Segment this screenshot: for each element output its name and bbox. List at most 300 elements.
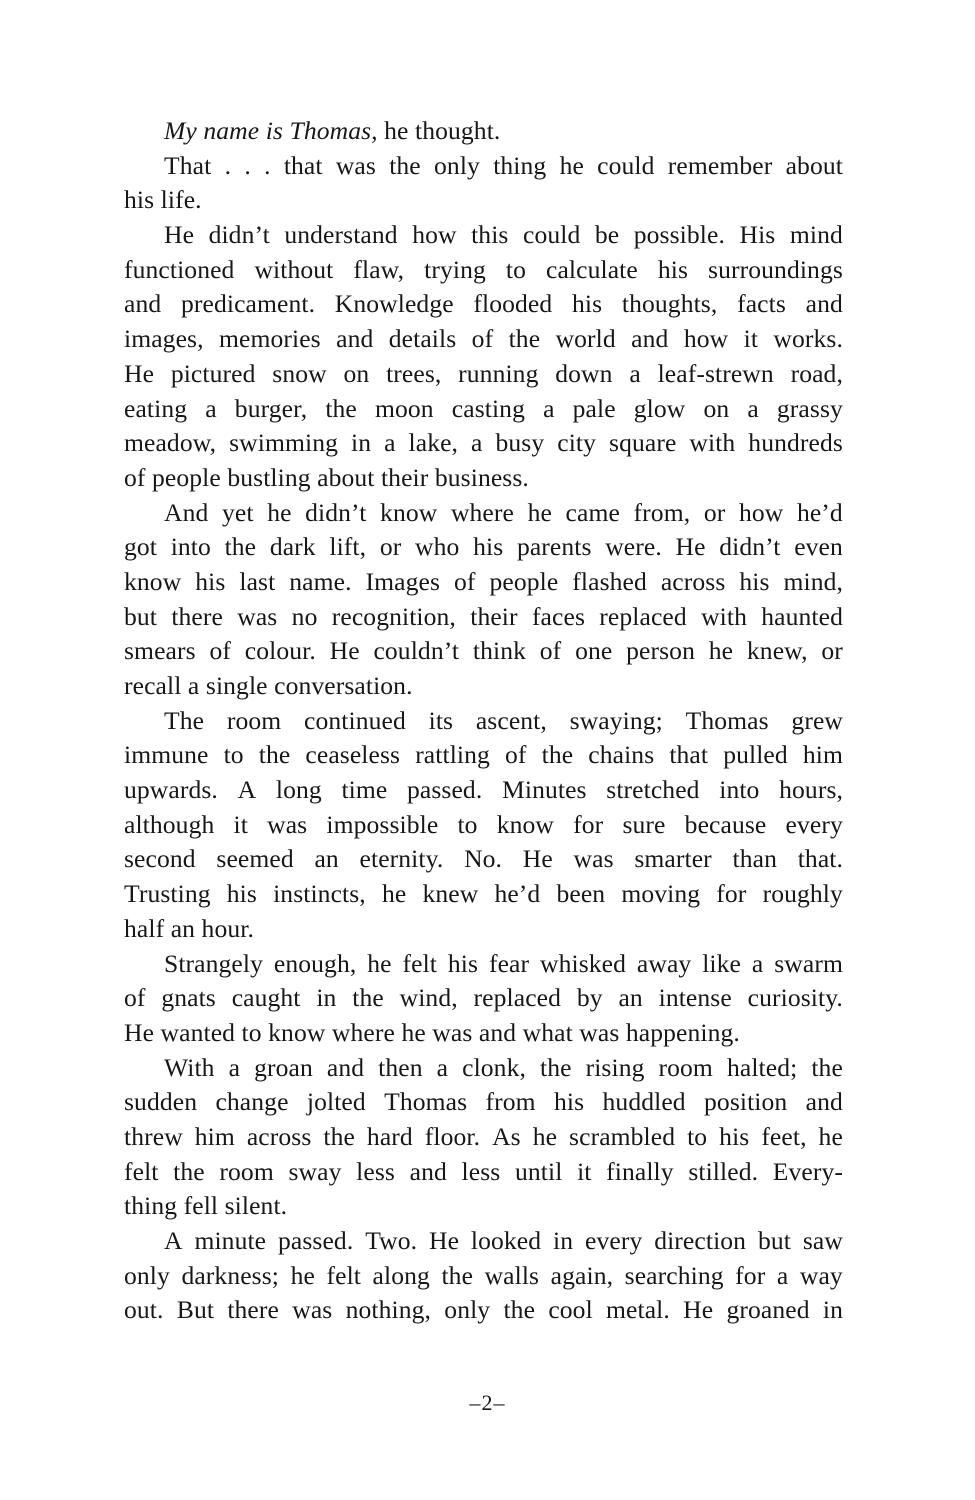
word: along bbox=[372, 1260, 430, 1290]
word: groaned bbox=[726, 1295, 810, 1325]
word: works. bbox=[773, 324, 843, 354]
word: searching bbox=[624, 1260, 724, 1290]
word: snow bbox=[272, 358, 327, 388]
text-line bbox=[164, 1224, 843, 1259]
word: until bbox=[514, 1156, 563, 1186]
word: minute bbox=[194, 1226, 267, 1255]
word: the bbox=[352, 983, 384, 1013]
word: came bbox=[565, 497, 620, 527]
text-line: half an hour. bbox=[124, 913, 254, 943]
word: casting bbox=[451, 393, 525, 423]
word: of bbox=[539, 636, 562, 666]
word: out. bbox=[124, 1295, 164, 1325]
word: a bbox=[228, 1052, 241, 1082]
word: glow bbox=[633, 393, 686, 423]
paragraph bbox=[124, 114, 843, 149]
word: lake, bbox=[408, 428, 459, 458]
word: hours, bbox=[779, 775, 843, 805]
italic-phrase: My name is Thomas, bbox=[164, 116, 378, 145]
word: how bbox=[683, 324, 729, 354]
word: pale bbox=[572, 393, 616, 423]
word: couldn’t bbox=[373, 636, 460, 666]
word: a bbox=[471, 428, 483, 458]
word: without bbox=[254, 254, 334, 284]
word: the bbox=[541, 740, 574, 770]
word: didn’t bbox=[719, 532, 781, 562]
word: change bbox=[215, 1087, 289, 1117]
word: thing bbox=[493, 150, 547, 180]
word: again, bbox=[550, 1260, 614, 1290]
word: from, bbox=[633, 497, 691, 527]
word: the bbox=[540, 1052, 572, 1082]
word: the bbox=[323, 1121, 355, 1151]
text-line bbox=[124, 392, 843, 427]
word: swaying; bbox=[569, 705, 663, 735]
word: every bbox=[585, 1226, 643, 1255]
word: his bbox=[226, 879, 257, 909]
word: groan bbox=[254, 1052, 313, 1082]
word: A bbox=[237, 775, 257, 805]
word: immune bbox=[124, 740, 209, 770]
word: surroundings bbox=[708, 254, 843, 284]
text-line bbox=[124, 600, 843, 635]
word: like bbox=[702, 948, 741, 978]
word: pulled bbox=[723, 740, 788, 770]
word: a bbox=[776, 1260, 789, 1290]
word: and bbox=[124, 289, 162, 319]
word: predicament. bbox=[180, 289, 316, 319]
text-line bbox=[124, 877, 843, 912]
word: this bbox=[471, 220, 509, 250]
word: thoughts, bbox=[621, 289, 718, 319]
word: His bbox=[739, 220, 776, 250]
word: sure bbox=[622, 809, 666, 839]
word: him bbox=[194, 1121, 235, 1151]
word: room bbox=[226, 705, 282, 735]
word: an bbox=[618, 983, 643, 1013]
word: . bbox=[224, 150, 232, 180]
text-line bbox=[124, 842, 843, 877]
word: He bbox=[124, 358, 155, 388]
word: He bbox=[429, 1226, 460, 1255]
word: flooded bbox=[473, 289, 553, 319]
word: the bbox=[441, 1260, 474, 1290]
word: to bbox=[505, 254, 526, 284]
text-line bbox=[124, 287, 843, 322]
paragraph bbox=[124, 704, 843, 947]
word: the bbox=[325, 393, 357, 423]
paragraph bbox=[124, 218, 843, 496]
word: or bbox=[821, 636, 843, 666]
text-line bbox=[124, 981, 843, 1016]
word: swarm bbox=[774, 948, 843, 978]
word: he bbox=[708, 636, 734, 666]
word: their bbox=[470, 601, 518, 631]
word: and bbox=[631, 324, 669, 354]
word: it bbox=[577, 1156, 592, 1186]
word: time bbox=[341, 775, 388, 805]
word: wind, bbox=[399, 983, 458, 1013]
text-line: thing fell silent. bbox=[124, 1191, 288, 1221]
word: Two. bbox=[365, 1226, 418, 1255]
paragraph bbox=[124, 1224, 843, 1328]
word: running bbox=[458, 358, 539, 388]
word: one bbox=[575, 636, 613, 666]
word: of bbox=[209, 636, 231, 666]
word: roughly bbox=[762, 879, 843, 909]
word: he’d bbox=[796, 497, 843, 527]
word: be bbox=[594, 220, 620, 250]
word: But bbox=[176, 1295, 215, 1325]
word: could bbox=[523, 220, 581, 250]
word: Every- bbox=[772, 1156, 843, 1186]
word: less bbox=[461, 1156, 501, 1186]
word: that. bbox=[797, 844, 843, 874]
word: busy bbox=[495, 428, 545, 458]
word: scrambled bbox=[569, 1121, 676, 1151]
word: feet, bbox=[761, 1121, 807, 1151]
word: was bbox=[267, 809, 308, 839]
word: were. bbox=[605, 532, 662, 562]
word: He bbox=[683, 1295, 714, 1325]
word: for bbox=[573, 809, 604, 839]
word: swimming bbox=[229, 428, 338, 458]
word: As bbox=[492, 1121, 521, 1151]
word: a bbox=[747, 393, 759, 423]
word: the bbox=[811, 1052, 843, 1082]
paragraph bbox=[124, 496, 843, 704]
word: no bbox=[291, 601, 318, 631]
word: his bbox=[572, 289, 603, 319]
word: a bbox=[205, 393, 217, 423]
word: of bbox=[454, 566, 476, 596]
word: Thomas bbox=[384, 1087, 468, 1117]
text-line: his life. bbox=[124, 185, 202, 215]
word: Images bbox=[365, 566, 441, 596]
word: than bbox=[732, 844, 777, 874]
word: only bbox=[124, 1260, 170, 1290]
paragraph bbox=[124, 1051, 843, 1224]
word: sway bbox=[288, 1156, 342, 1186]
text-line bbox=[124, 530, 843, 565]
word: grassy bbox=[776, 393, 843, 423]
word: mind, bbox=[783, 566, 843, 596]
word: could bbox=[597, 150, 655, 180]
word: lift, bbox=[329, 532, 367, 562]
word: a bbox=[384, 428, 396, 458]
word: ceaseless bbox=[305, 740, 401, 770]
text-line bbox=[124, 738, 843, 773]
word: him bbox=[802, 740, 843, 770]
word: the bbox=[503, 1295, 536, 1325]
word: cool bbox=[548, 1295, 593, 1325]
word: from bbox=[485, 1087, 536, 1117]
text-line bbox=[124, 357, 843, 392]
word: a bbox=[751, 948, 764, 978]
word: functioned bbox=[124, 254, 235, 284]
word: second bbox=[124, 844, 196, 874]
word: hundreds bbox=[748, 428, 843, 458]
word: replaced bbox=[599, 601, 687, 631]
text-line bbox=[164, 1051, 843, 1086]
word: into bbox=[719, 775, 760, 805]
word: he bbox=[527, 497, 552, 527]
word: eternity. bbox=[359, 844, 444, 874]
word: ascent, bbox=[475, 705, 547, 735]
text-line bbox=[124, 808, 843, 843]
word: because bbox=[684, 809, 767, 839]
word: replaced bbox=[473, 983, 562, 1013]
word: knew, bbox=[746, 636, 808, 666]
word: to bbox=[223, 740, 244, 770]
word: gnats bbox=[161, 983, 216, 1013]
word: felt bbox=[402, 948, 437, 978]
word: his bbox=[473, 532, 504, 562]
word: understand bbox=[284, 220, 398, 250]
word: The bbox=[164, 705, 205, 735]
word: eating bbox=[124, 393, 188, 423]
word: trying bbox=[424, 254, 486, 284]
word: continued bbox=[304, 705, 406, 735]
word: he bbox=[818, 1121, 843, 1151]
word: rising bbox=[585, 1052, 645, 1082]
word: the bbox=[173, 1156, 205, 1186]
word: flashed bbox=[572, 566, 647, 596]
word: burger, bbox=[234, 393, 308, 423]
word: in bbox=[316, 983, 337, 1013]
word: but bbox=[124, 601, 158, 631]
word: yet bbox=[222, 497, 254, 527]
word: he bbox=[290, 1260, 315, 1290]
word: possible. bbox=[633, 220, 725, 250]
word: And bbox=[164, 497, 209, 527]
word: trees, bbox=[386, 358, 442, 388]
word: haunted bbox=[761, 601, 843, 631]
word: he’d bbox=[494, 879, 541, 909]
text-line bbox=[124, 1259, 843, 1294]
word: Knowledge bbox=[334, 289, 454, 319]
word: that bbox=[283, 150, 323, 180]
word: his bbox=[719, 1121, 750, 1151]
word: away bbox=[636, 948, 692, 978]
word: knew bbox=[422, 879, 479, 909]
word: but bbox=[757, 1226, 791, 1255]
text-line bbox=[124, 1085, 843, 1120]
word: about bbox=[785, 150, 843, 180]
word: rattling bbox=[415, 740, 490, 770]
word: or bbox=[703, 497, 726, 527]
word: world bbox=[555, 324, 616, 354]
word: hard bbox=[366, 1121, 413, 1151]
word: impossible bbox=[326, 809, 439, 839]
word: who bbox=[415, 532, 460, 562]
text-line bbox=[124, 426, 843, 461]
word: that bbox=[669, 740, 709, 770]
word: was bbox=[573, 844, 614, 874]
word: name. bbox=[289, 566, 352, 596]
text-line bbox=[124, 634, 843, 669]
word: Trusting bbox=[124, 879, 211, 909]
word: room bbox=[219, 1156, 274, 1186]
word: threw bbox=[124, 1121, 183, 1151]
page-number-folio: –2– bbox=[469, 1390, 506, 1415]
word: Thomas bbox=[685, 705, 769, 735]
word: people bbox=[489, 566, 559, 596]
word: in bbox=[350, 428, 372, 458]
word: halted; bbox=[726, 1052, 798, 1082]
word: there bbox=[171, 601, 223, 631]
text-line bbox=[124, 1120, 843, 1155]
text-line bbox=[164, 947, 843, 982]
word: he bbox=[559, 150, 584, 180]
word: upwards. bbox=[124, 775, 218, 805]
text-line: of people bustling about their business. bbox=[124, 462, 529, 492]
word: way bbox=[799, 1260, 843, 1290]
word: it bbox=[743, 324, 759, 354]
word: That bbox=[164, 150, 212, 180]
word: recognition, bbox=[331, 601, 456, 631]
word: He bbox=[675, 532, 706, 562]
word: for bbox=[716, 879, 747, 909]
text-line: recall a single conversation. bbox=[124, 671, 413, 700]
word: with bbox=[689, 428, 736, 458]
word: square bbox=[609, 428, 677, 458]
word: direction bbox=[654, 1226, 747, 1255]
text-line bbox=[164, 149, 843, 184]
word: long bbox=[275, 775, 322, 805]
word: was bbox=[292, 1295, 333, 1325]
word: chains bbox=[588, 740, 655, 770]
word: dark bbox=[269, 532, 316, 562]
word: room bbox=[658, 1052, 713, 1082]
word: been bbox=[556, 879, 606, 909]
word: faces bbox=[531, 601, 585, 631]
word: seemed bbox=[216, 844, 294, 874]
word: although bbox=[124, 809, 215, 839]
word: Minutes bbox=[502, 775, 587, 805]
word: fear bbox=[488, 948, 530, 978]
word: position bbox=[704, 1087, 788, 1117]
word: in bbox=[822, 1295, 843, 1325]
word: how bbox=[738, 497, 784, 527]
word: the bbox=[508, 324, 541, 354]
word: know bbox=[380, 497, 438, 527]
word: intense bbox=[658, 983, 732, 1013]
word: curiosity. bbox=[747, 983, 843, 1013]
text-line bbox=[124, 773, 843, 808]
word: road, bbox=[790, 358, 843, 388]
word: with bbox=[701, 601, 747, 631]
word: parents bbox=[516, 532, 592, 562]
word: felt bbox=[326, 1260, 361, 1290]
word: nothing, bbox=[345, 1295, 432, 1325]
word: an bbox=[314, 844, 339, 874]
word: and bbox=[805, 289, 843, 319]
word: even bbox=[794, 532, 843, 562]
word: saw bbox=[802, 1226, 843, 1255]
word: by bbox=[576, 983, 603, 1013]
word: and bbox=[409, 1156, 447, 1186]
text-line bbox=[164, 496, 843, 531]
word: grew bbox=[791, 705, 843, 735]
word: of bbox=[124, 983, 146, 1013]
word: meadow, bbox=[124, 428, 217, 458]
word: he bbox=[367, 948, 392, 978]
word: calculate bbox=[546, 254, 638, 284]
word: No. bbox=[464, 844, 503, 874]
text-line: He wanted to know where he was and what was happening. bbox=[124, 1017, 740, 1047]
text-line bbox=[164, 704, 843, 739]
word: stilled. bbox=[688, 1156, 759, 1186]
word: He bbox=[164, 220, 195, 250]
word: it bbox=[233, 809, 248, 839]
word: to bbox=[457, 809, 478, 839]
word: the bbox=[389, 150, 421, 180]
text-line bbox=[124, 1155, 843, 1190]
word: colour. bbox=[244, 636, 316, 666]
word: city bbox=[557, 428, 597, 458]
word: the bbox=[224, 532, 257, 562]
word: flaw, bbox=[353, 254, 405, 284]
word: moving bbox=[621, 879, 701, 909]
word: A bbox=[164, 1226, 183, 1255]
word: moon bbox=[374, 393, 434, 423]
word: metal. bbox=[606, 1295, 670, 1325]
word: he bbox=[267, 497, 292, 527]
word: a bbox=[436, 1052, 449, 1082]
word: sudden bbox=[124, 1087, 198, 1117]
word: where bbox=[450, 497, 514, 527]
word: his bbox=[657, 254, 689, 284]
word: was bbox=[237, 601, 278, 631]
word: He bbox=[329, 636, 360, 666]
word: person bbox=[626, 636, 695, 666]
word: every bbox=[785, 809, 843, 839]
text-line bbox=[124, 1293, 843, 1328]
text-line bbox=[124, 253, 843, 288]
word: passed. bbox=[407, 775, 483, 805]
word: his bbox=[447, 948, 479, 978]
word: darkness; bbox=[181, 1260, 280, 1290]
paragraph bbox=[124, 149, 843, 218]
word: his bbox=[554, 1087, 585, 1117]
word: in bbox=[553, 1226, 574, 1255]
word: He bbox=[522, 844, 553, 874]
word: whisked bbox=[540, 948, 627, 978]
word: a bbox=[543, 393, 555, 423]
text-line bbox=[164, 218, 843, 253]
word: mind bbox=[789, 220, 843, 250]
word: got bbox=[124, 532, 158, 562]
word: only bbox=[444, 1295, 491, 1325]
word: caught bbox=[231, 983, 301, 1013]
word: felt bbox=[124, 1156, 159, 1186]
word: finally bbox=[606, 1156, 674, 1186]
word: instincts, bbox=[273, 879, 366, 909]
word: there bbox=[227, 1295, 279, 1325]
word: its bbox=[428, 705, 454, 735]
word: and bbox=[326, 1052, 365, 1082]
word: pictured bbox=[170, 358, 256, 388]
word: how bbox=[412, 220, 457, 250]
word: he bbox=[381, 879, 407, 909]
word: smears bbox=[124, 636, 196, 666]
word: huddled bbox=[602, 1087, 686, 1117]
word: know bbox=[496, 809, 554, 839]
word: his bbox=[195, 566, 226, 596]
word: of bbox=[471, 324, 494, 354]
word: and bbox=[805, 1087, 843, 1117]
